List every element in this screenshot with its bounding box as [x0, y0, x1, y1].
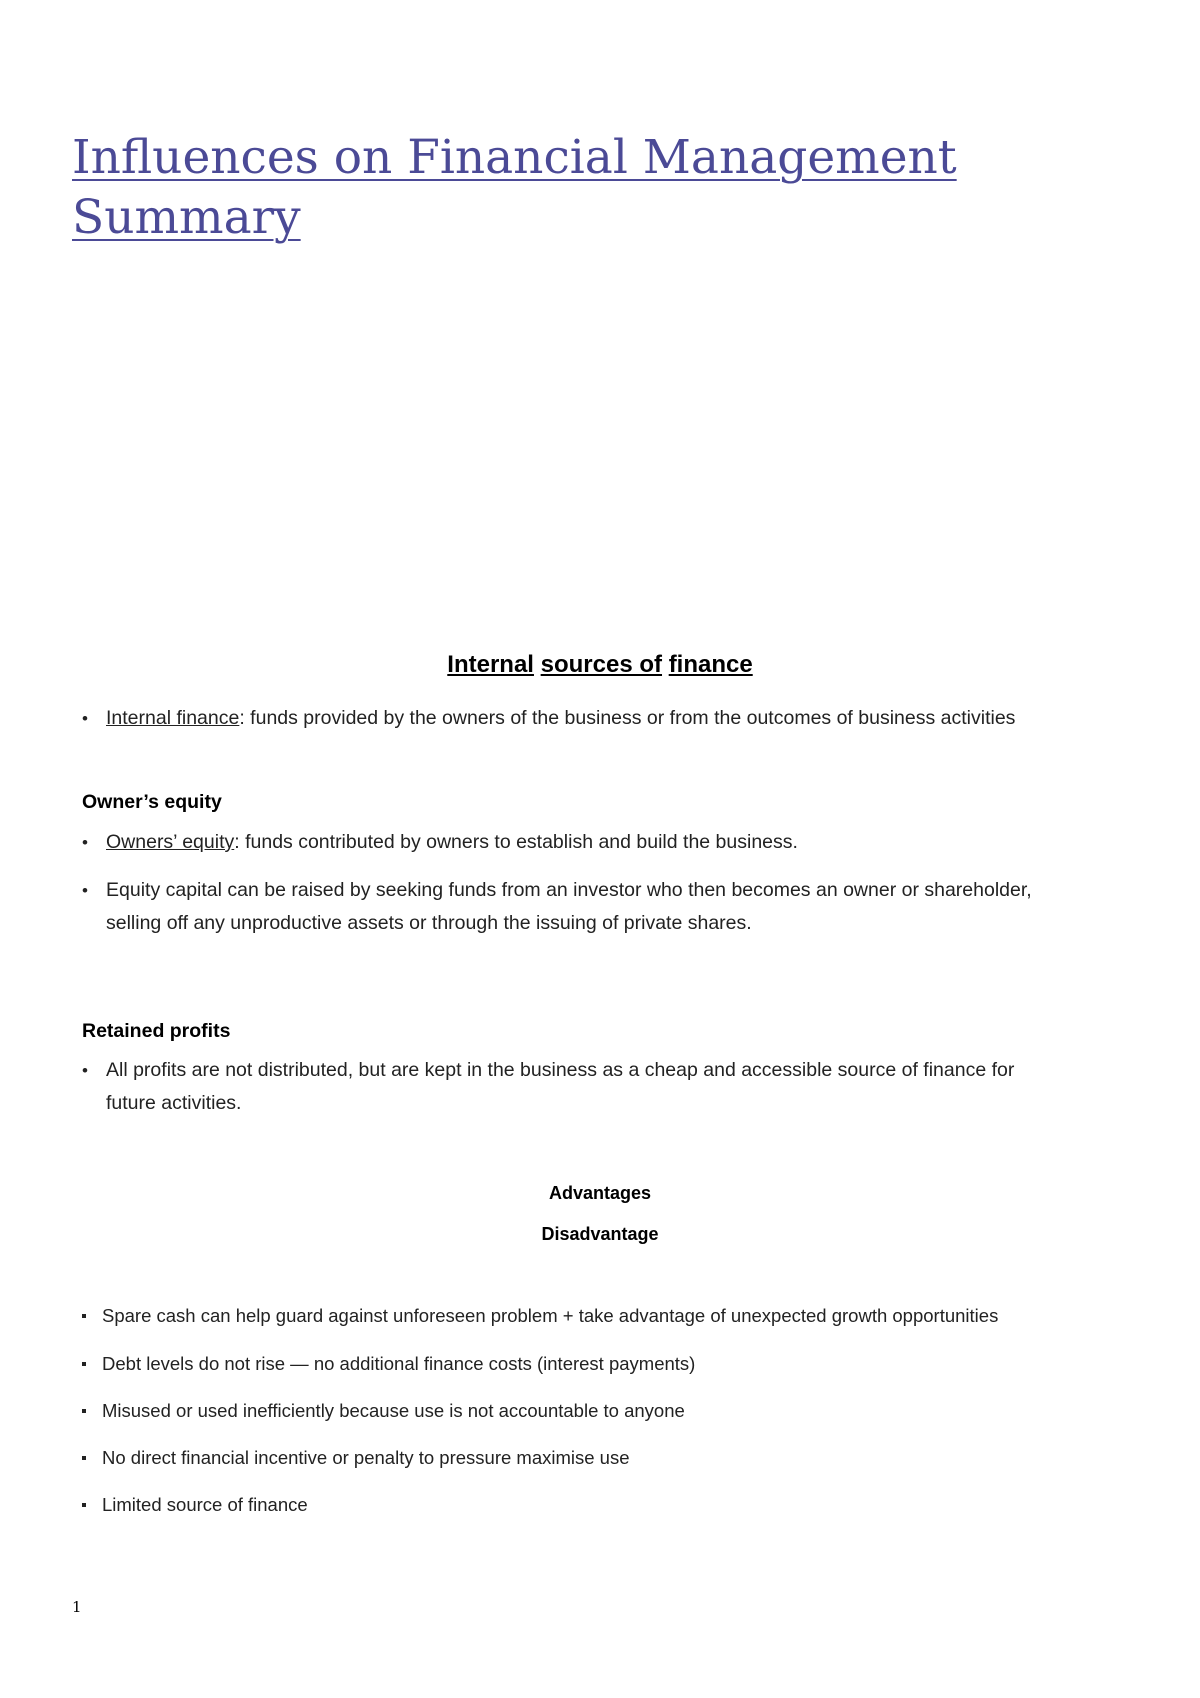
advantages-label: Advantages — [548, 1183, 652, 1203]
disadvantage-label: Disadvantage — [541, 1224, 659, 1244]
equity-capital-text: Equity capital can be raised by seeking funds from an investor who then becomes an owner or shareholder, selling off any unproductive assets or through the issuing of private shares. — [106, 879, 1032, 934]
retained-profits-bullet — [82, 1054, 1062, 1120]
square-bullet-icon — [82, 1456, 86, 1460]
page-title-line-2: Summary — [72, 190, 301, 245]
section-heading-word-2: sources of — [540, 651, 663, 678]
owners-equity-term: Owners’ equity — [106, 831, 235, 853]
section-heading — [0, 650, 1200, 680]
page-title-line-1: Influences on Financial Management — [72, 130, 957, 185]
equity-capital-bullet — [82, 874, 1062, 940]
page-title — [72, 128, 1072, 248]
list-item: Spare cash can help guard against unforeseen problem + take advantage of unexpected growth opportunities — [82, 1303, 1142, 1329]
list-item: No direct financial incentive or penalty to pressure maximise use — [82, 1445, 1142, 1471]
bullet-dot-icon: • — [82, 709, 88, 728]
square-bullet-icon — [82, 1503, 86, 1507]
internal-finance-bullet — [82, 702, 1062, 735]
square-bullet-icon — [82, 1409, 86, 1413]
owners-equity-bullet — [82, 826, 1062, 859]
bullet-dot-icon: • — [82, 881, 88, 900]
square-bullet-icon — [82, 1362, 86, 1366]
owners-equity-text — [82, 826, 1062, 859]
internal-finance-definition: : funds provided by the owners of the business or from the outcomes of business activities — [239, 707, 1016, 729]
bullet-dot-icon: • — [82, 833, 88, 852]
section-heading-word-1: Internal — [447, 651, 534, 678]
square-bullet-icon — [82, 1314, 86, 1318]
retained-profits-heading: Retained profits — [82, 1020, 231, 1042]
page-number: 1 — [72, 1598, 82, 1616]
retained-profits-text: All profits are not distributed, but are kept in the business as a cheap and accessible source of finance for future activities. — [106, 1059, 1015, 1114]
bullet-dot-icon: • — [82, 1061, 88, 1080]
internal-finance-text — [82, 702, 1062, 735]
list-item: Limited source of finance — [82, 1492, 1142, 1518]
list-item: Misused or used inefficiently because use is not accountable to anyone — [82, 1398, 1142, 1424]
section-heading-word-3: finance — [668, 651, 753, 678]
internal-finance-term: Internal finance — [106, 707, 240, 729]
list-item: Debt levels do not rise — no additional finance costs (interest payments) — [82, 1351, 1142, 1377]
owners-equity-heading: Owner’s equity — [82, 791, 222, 813]
owners-equity-definition: : funds contributed by owners to establish and build the business. — [234, 831, 798, 853]
